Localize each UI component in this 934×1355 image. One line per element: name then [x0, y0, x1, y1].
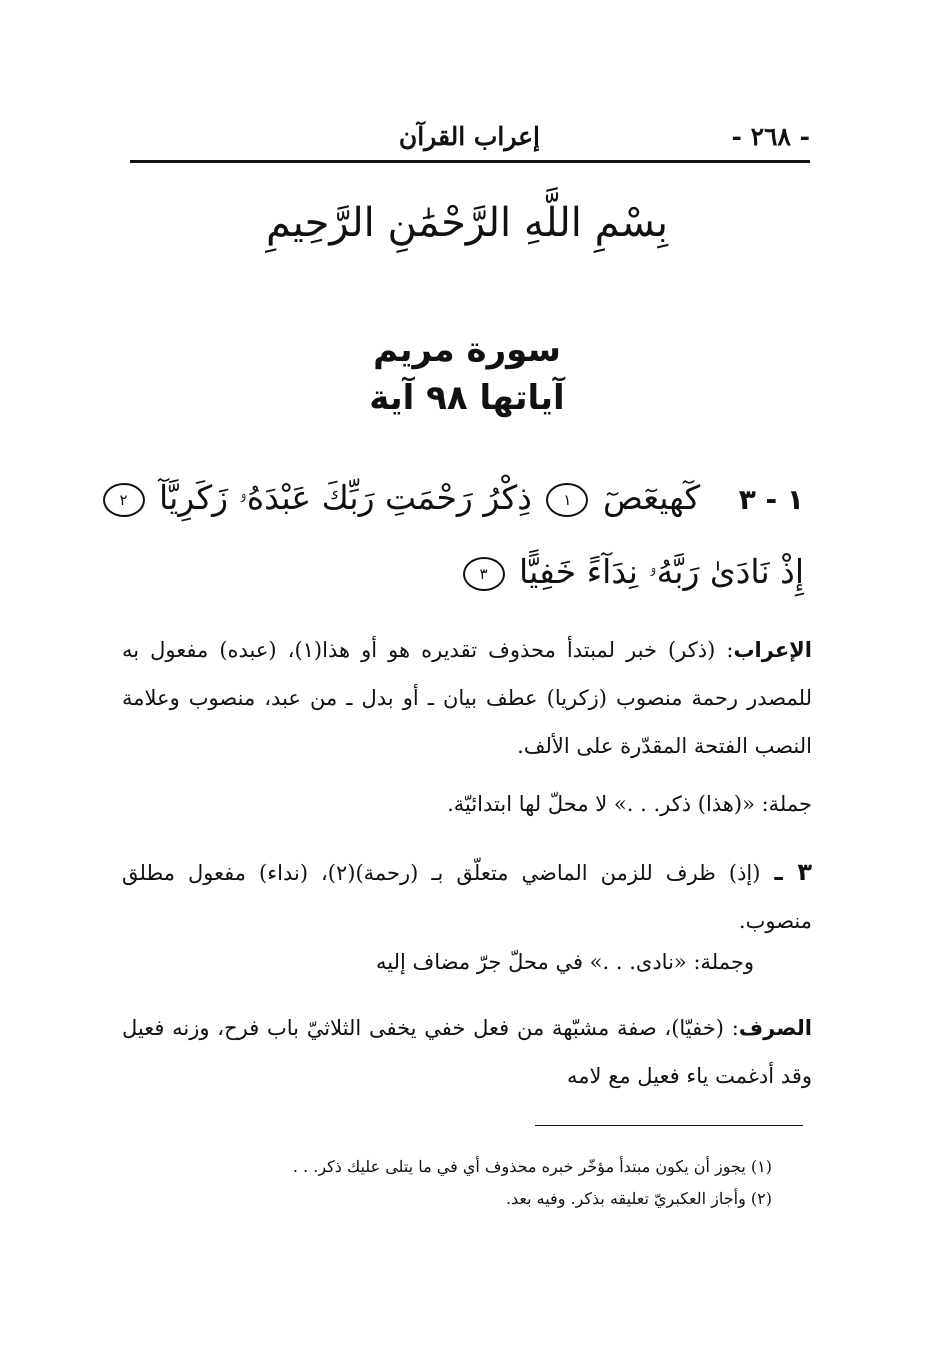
verse3-paragraph: [122, 848, 812, 945]
jumla-text-1: جملة: «(هذا) ذكر. . .» لا محلّ لها ابتدائيّة.: [447, 792, 812, 816]
book-title: إعراب القرآن: [398, 122, 540, 151]
basmala: بِسْمِ اللَّهِ الرَّحْمَٰنِ الرَّحِيمِ: [265, 200, 669, 246]
irab-text: : (ذكر) خبر لمبتدأ محذوف تقديره هو أو هذا(١)، (عبده) مفعول به للمصدر رحمة منصوب (زكريا) عطف بيان ـ أو بدل ـ من عبد، منصوب وعلامة النصب الفتحة المقدّرة على الألف.: [122, 638, 812, 758]
footnote-2: (٢) وأجاز العكبريّ تعليقه بذكر. وفيه بعد.: [505, 1189, 772, 1208]
surah-heading: [0, 326, 934, 422]
ayah-end-marker: ٢: [103, 483, 145, 517]
verse-text-2: إِذْ نَادَىٰ رَبَّهُۥ نِدَآءً خَفِيًّا: [519, 552, 804, 591]
irab-label: الإعراب: [733, 638, 812, 662]
header-rule: [130, 160, 810, 163]
verse-line-2: [124, 552, 804, 592]
page-number: - ٢٦٨ -: [731, 122, 810, 151]
surah-verse-count: آياتها ٩٨ آية: [369, 378, 565, 418]
verse3-text: (إذ) ظرف للزمن الماضي متعلّق بـ (رحمة)(٢)، (نداء) مفعول مطلق منصوب.: [122, 861, 812, 933]
surah-name: سورة مريم: [373, 330, 561, 370]
jumla-text-2: وجملة: «نادى. . .» في محلّ جرّ مضاف إليه: [376, 950, 754, 974]
jumla-paragraph-1: [122, 780, 812, 828]
running-header: [130, 118, 810, 158]
footnote-1: (١) يجوز أن يكون مبتدأ مؤخّر خبره محذوف أي في ما يتلى عليك ذكر. . .: [292, 1157, 772, 1176]
verse-text-1b: ذِكْرُ رَحْمَتِ رَبِّكَ عَبْدَهُۥ زَكَرِيَّآ: [159, 478, 532, 517]
verse-range: ١ - ٣: [738, 483, 804, 516]
irab-paragraph: [122, 626, 812, 770]
verse-text-1a: كٓهيعٓصٓ: [602, 478, 701, 517]
footnote-rule: [535, 1125, 803, 1126]
ayah-end-marker: ٣: [463, 557, 505, 591]
verse-line-1: [119, 478, 804, 518]
ayah-end-marker: ١: [546, 483, 588, 517]
sarf-label: الصرف: [738, 1016, 812, 1040]
sarf-text: : (خفيّا)، صفة مشبّهة من فعل خفي يخفى الثلاثيّ باب فرح، وزنه فعيل وقد أدغمت ياء فعيل مع لامه: [122, 1016, 812, 1088]
verse3-number: ٣ ـ: [774, 858, 812, 886]
sarf-paragraph: [122, 1004, 812, 1100]
jumla-paragraph-2: [122, 938, 754, 986]
